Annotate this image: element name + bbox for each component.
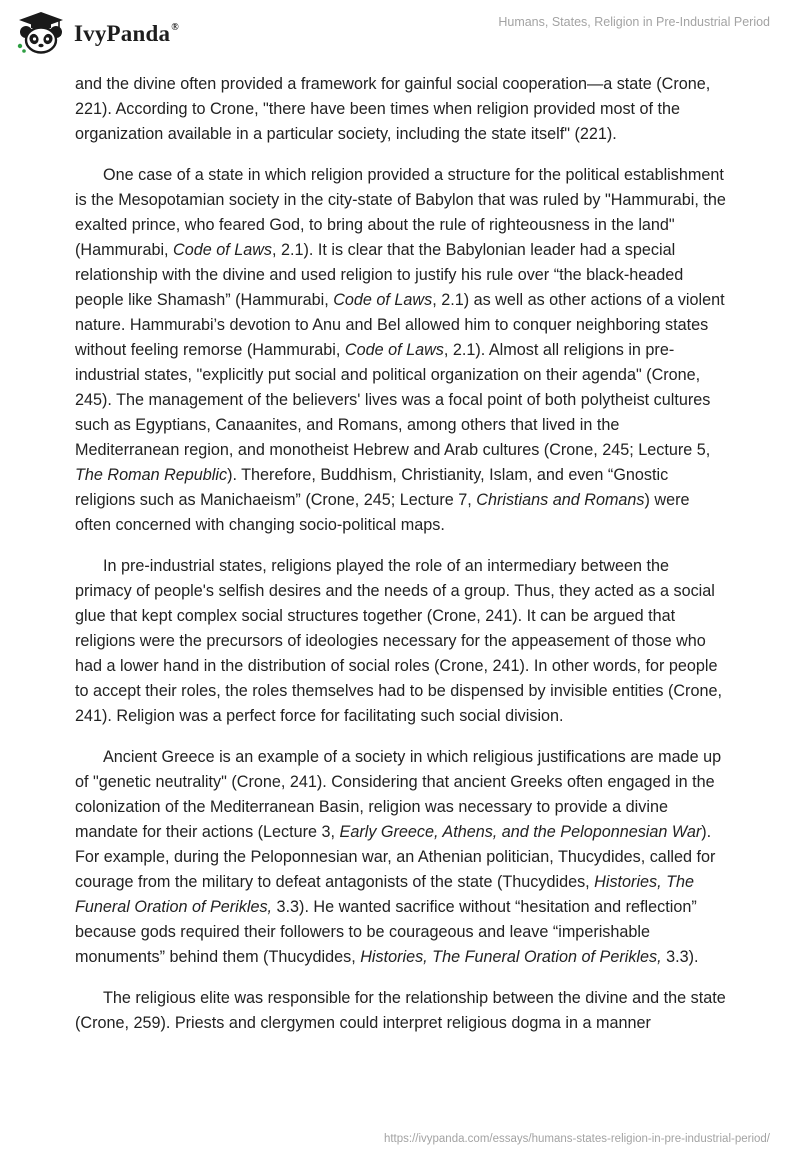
citation-title: The Roman Republic: [75, 466, 228, 484]
paragraph-text: , 2.1) as well as other actions of a violent nature. Hammurabi’s devotion to Anu and Bel allowed him to conquer neighboring states without feeling remorse (Hammurabi,: [75, 291, 725, 359]
paragraph-text: 3.3). He wanted sacrifice without “hesitation and reflection” because gods required their followers to be courageous and leave “imperishable monuments” behind them (Thucydides,: [75, 898, 697, 966]
paragraph-text: ). For example, during the Peloponnesian war, an Athenian politician, Thucydides, called for courage from the military to defeat antagonists of the state (Thucydides,: [75, 823, 716, 891]
citation-title: Code of Laws: [173, 241, 273, 259]
paragraph-text: ) were often concerned with changing socio-political maps.: [75, 491, 690, 534]
page-header: [0, 0, 800, 64]
citation-title: Histories, The Funeral Oration of Perikles,: [360, 948, 662, 966]
document-title: Humans, States, Religion in Pre-Industrial Period: [498, 15, 770, 29]
paragraph-text: Ancient Greece is an example of a society in which religious justifications are made up of "genetic neutrality" (Crone, 241). Considering that ancient Greeks often engaged in the colonization of the Mediterranean Basin, religion was necessary to provide a divine mandate for their actions (Lecture 3,: [75, 748, 722, 841]
essay-paragraph: [75, 554, 727, 729]
ivypanda-logo[interactable]: [14, 10, 179, 54]
paragraph-text: The religious elite was responsible for the relationship between the divine and the state (Crone, 259). Priests and clergymen could interpret religious dogma in a manner: [75, 989, 726, 1032]
logo-wordmark: IvyPanda®: [74, 21, 179, 46]
essay-paragraph: [75, 745, 727, 970]
panda-graduate-icon: [14, 10, 68, 54]
paragraph-text: and the divine often provided a framework for gainful social cooperation—a state (Crone, 221). According to Crone, "there have been times when religion provided most of the organization available in a particular society, including the state itself" (221).: [75, 75, 711, 143]
paragraph-text: 3.3).: [661, 948, 699, 966]
citation-title: Code of Laws: [344, 341, 444, 359]
paragraph-text: , 2.1). Almost all religions in pre-industrial states, "explicitly put social and political organization on their agenda" (Crone, 245). The management of the believers' lives was a focal point of both polytheist cultures such as Egyptians, Canaanites, and Romans, among others that lived in the Mediterranean region, and monotheist Hebrew and Arab cultures (Crone, 245; Lecture 5,: [75, 341, 711, 459]
citation-title: Early Greece, Athens, and the Peloponnesian War: [339, 823, 702, 841]
paragraph-text: , 2.1). It is clear that the Babylonian leader had a special relationship with the divine and used religion to justify his rule over “the black-headed people like Shamash” (Hammurabi,: [75, 241, 684, 309]
paragraph-text: One case of a state in which religion provided a structure for the political establishment is the Mesopotamian society in the city-state of Babylon that was ruled by "Hammurabi, the exalted prince, who feared God, to bring about the rule of righteousness in the land" (Hammurabi,: [75, 166, 726, 259]
citation-title: Histories, The Funeral Oration of Perikles,: [75, 873, 695, 916]
essay-paragraph: [75, 163, 727, 538]
essay-paragraph: [75, 986, 727, 1036]
essay-paragraph: [75, 72, 727, 147]
source-url[interactable]: https://ivypanda.com/essays/humans-states-religion-in-pre-industrial-period/: [383, 1133, 770, 1145]
citation-title: Code of Laws: [333, 291, 433, 309]
paragraph-text: In pre-industrial states, religions played the role of an intermediary between the primacy of people's selfish desires and the needs of a group. Thus, they acted as a social glue that kept complex social structures together (Crone, 241). It can be argued that religions were the precursors of ideologies necessary for the appeasement of those who had a lower hand in the distribution of social roles (Crone, 241). In other words, for people to accept their roles, the roles themselves had to be dispensed by invisible entities (Crone, 241). Religion was a perfect force for facilitating such social division.: [75, 557, 722, 725]
essay-body: [75, 72, 727, 1052]
paragraph-text: ). Therefore, Buddhism, Christianity, Islam, and even “Gnostic religions such as Manichaeism” (Crone, 245; Lecture 7,: [75, 466, 669, 509]
citation-title: Christians and Romans: [476, 491, 645, 509]
